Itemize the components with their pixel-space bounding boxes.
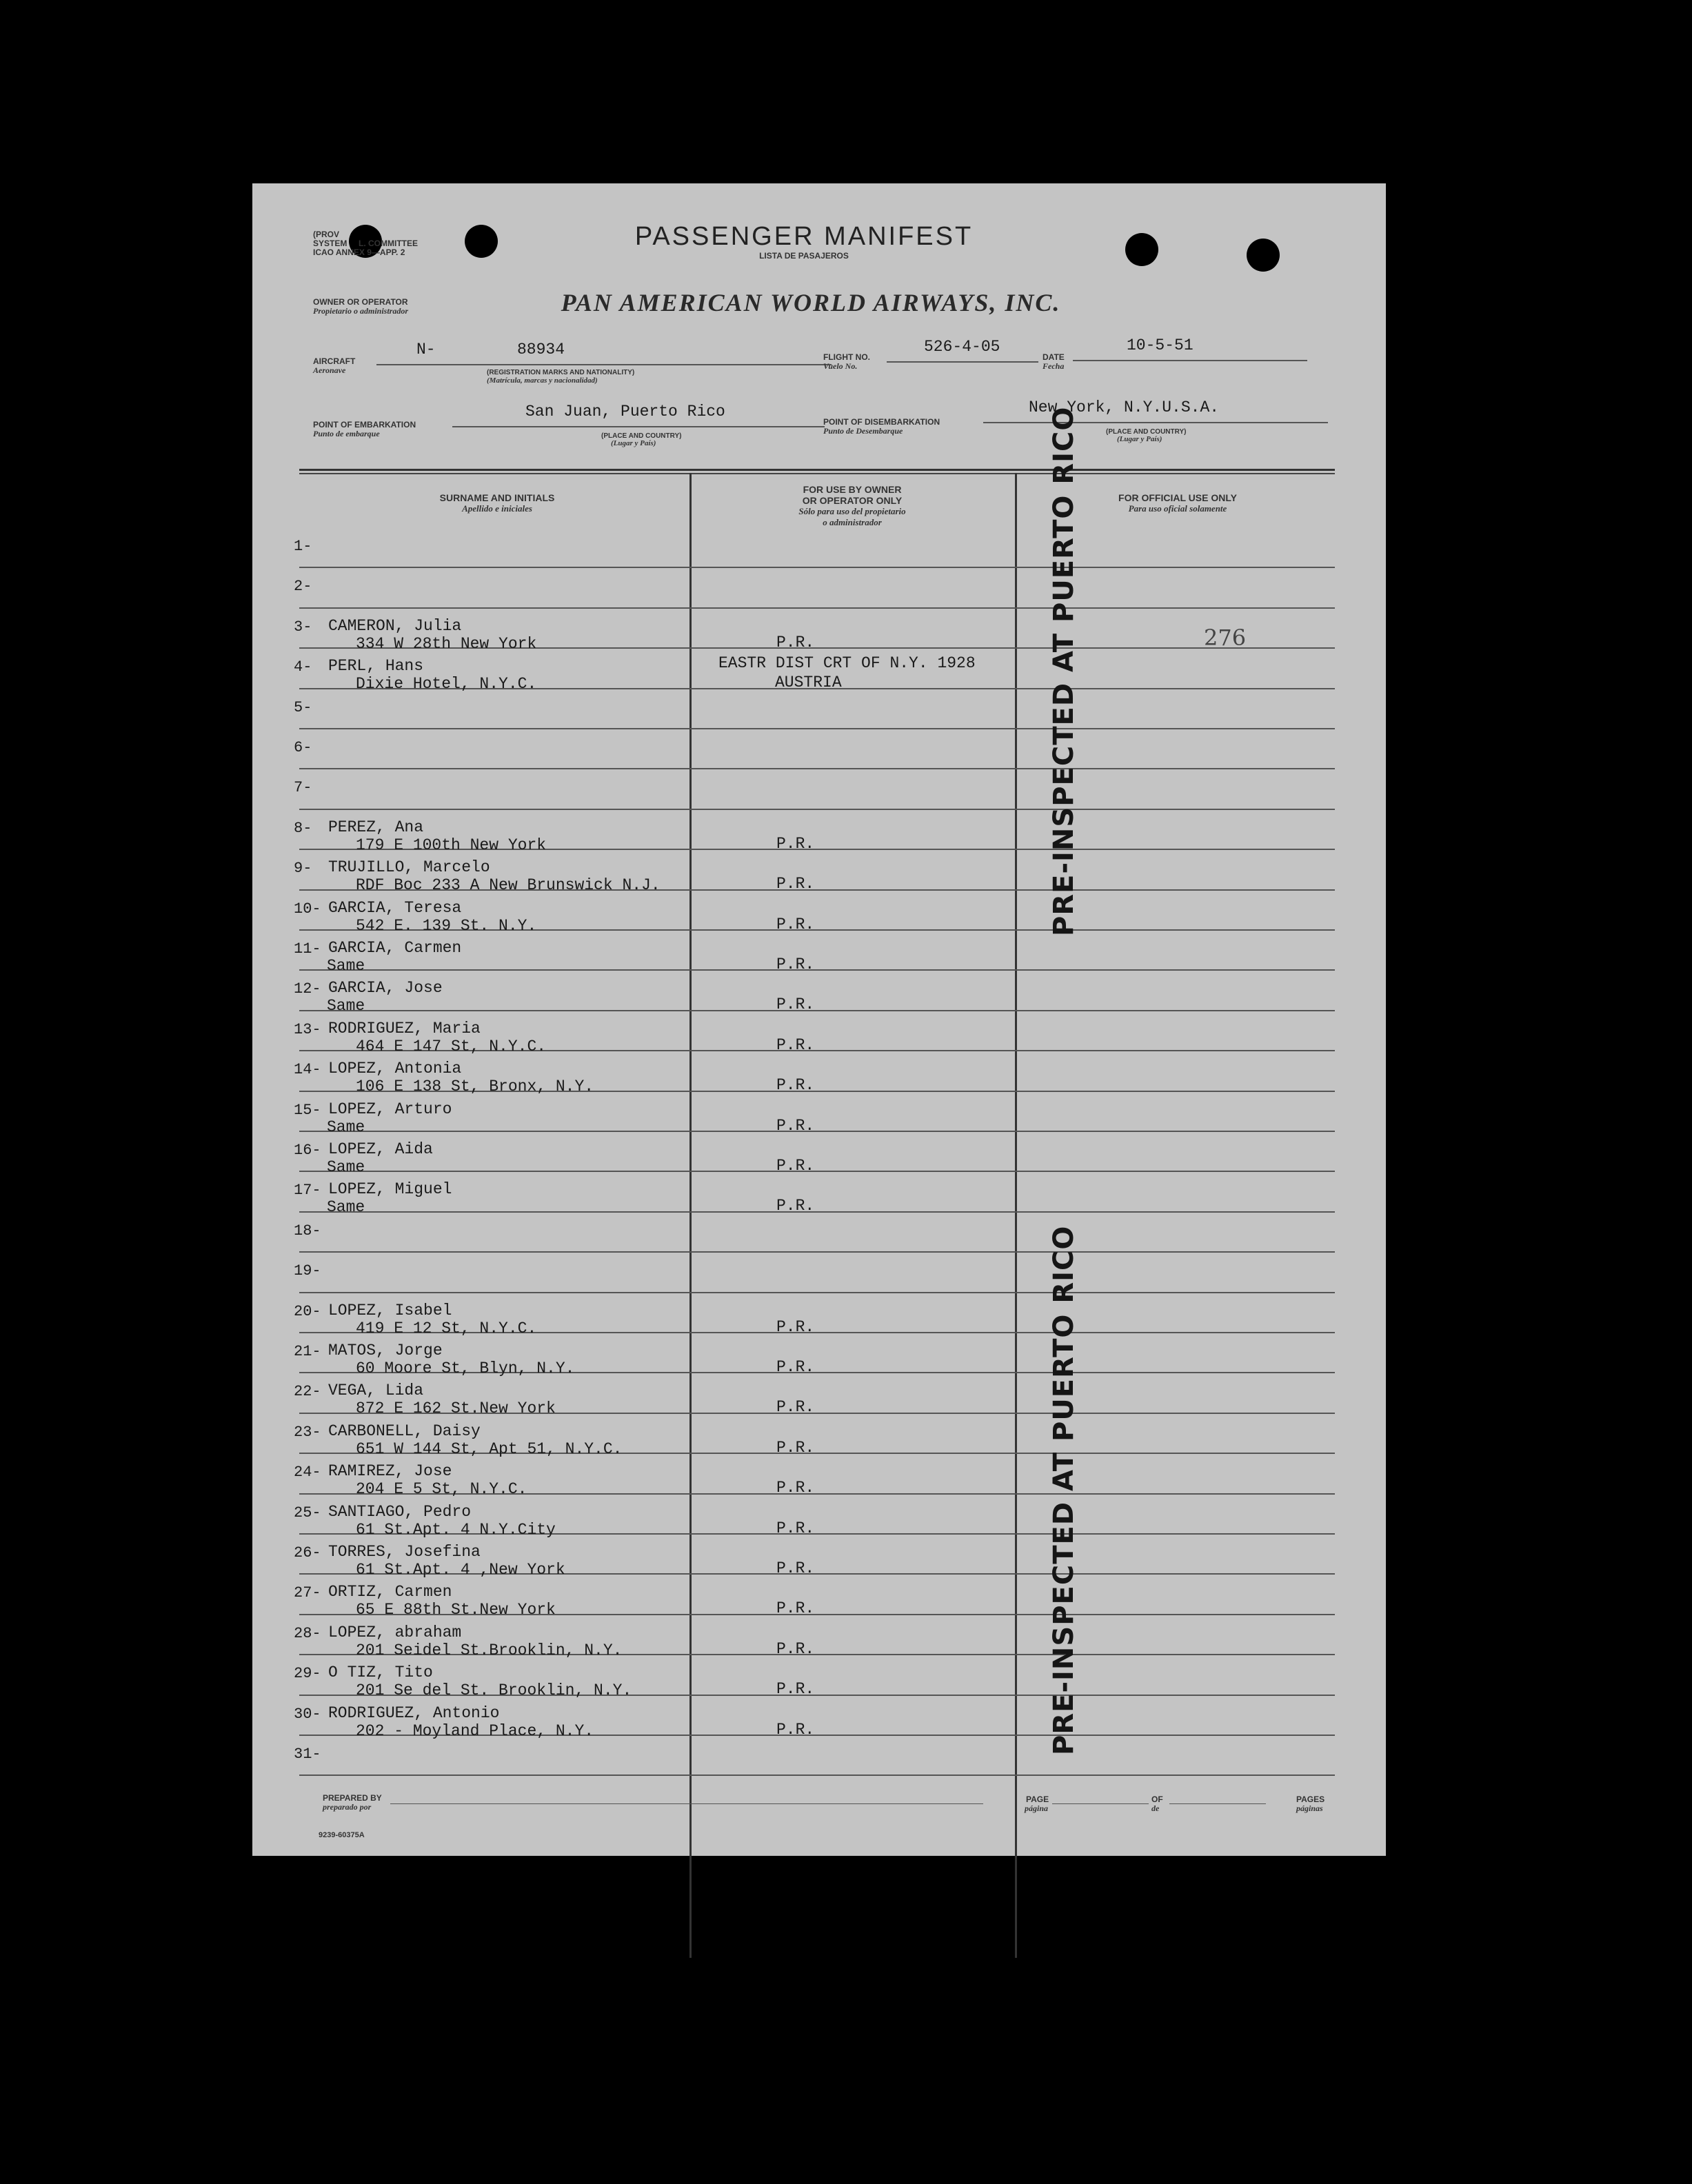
row-number: 1- — [294, 538, 312, 555]
owner-use-entry: P.R. — [776, 1358, 815, 1376]
form-subtitle: LISTA DE PASAJEROS — [759, 251, 849, 261]
passenger-address: RDF Boc 233 A New Brunswick N.J. — [356, 876, 661, 895]
row-number: 5- — [294, 698, 312, 716]
of-label: OF — [1151, 1794, 1163, 1804]
owner-use-entry: P.R. — [776, 915, 815, 933]
punch-hole — [465, 225, 498, 258]
place-note-2: (PLACE AND COUNTRY) — [1106, 428, 1187, 436]
owner-value: PAN AMERICAN WORLD AIRWAYS, INC. — [561, 289, 1061, 316]
owner-use-entry: P.R. — [776, 1116, 815, 1135]
passenger-name: RODRIGUEZ, Antonio — [328, 1703, 500, 1722]
passenger-name: VEGA, Lida — [328, 1382, 424, 1400]
manifest-sheet — [252, 183, 1386, 1856]
owner-use-entry: P.R. — [776, 1680, 815, 1699]
of-line — [1169, 1803, 1266, 1804]
col-header-official: FOR OFFICIAL USE ONLY Para uso oficial solamente — [1118, 492, 1237, 514]
row-number: 11- — [294, 940, 321, 958]
passenger-address: 179 E 100th New York — [356, 836, 547, 854]
owner-use-entry: P.R. — [776, 1438, 815, 1457]
row-number: 26- — [294, 1544, 321, 1561]
owner-use-entry: P.R. — [776, 1599, 815, 1618]
row-number: 3- — [294, 618, 312, 636]
row-number: 23- — [294, 1423, 321, 1441]
row-number: 6- — [294, 739, 312, 756]
flight-value: 526-4-05 — [924, 338, 1000, 356]
prepared-label: PREPARED BY — [323, 1793, 382, 1803]
passenger-address: 106 E 138 St, Bronx, N.Y. — [356, 1078, 594, 1096]
row-number: 10- — [294, 900, 321, 918]
passenger-address: 61 St.Apt. 4 N.Y.City — [356, 1520, 556, 1539]
passenger-name: LOPEZ, Antonia — [328, 1060, 462, 1078]
table-top-border — [299, 469, 1335, 471]
pre-inspection-stamp: PRE-INSPECTED AT PUERTO RICO — [1048, 1225, 1080, 1755]
passenger-address: 334 W 28th New York — [356, 634, 537, 653]
passenger-name: O TIZ, Tito — [328, 1664, 433, 1682]
passenger-address: Same — [327, 1198, 365, 1217]
table-row-line — [299, 1211, 1335, 1213]
embark-label-es: Punto de embarque — [313, 429, 380, 438]
table-row-line — [299, 1131, 1335, 1132]
owner-use-entry: P.R. — [776, 1157, 815, 1175]
passenger-address: 419 E 12 St, N.Y.C. — [356, 1319, 537, 1337]
disembark-label: POINT OF DISEMBARKATION — [823, 417, 940, 427]
aircraft-line — [376, 364, 832, 365]
place-note-es-2: (Lugar y País) — [1117, 435, 1162, 443]
passenger-name: GARCIA, Teresa — [328, 898, 462, 917]
owner-label: OWNER OR OPERATOR — [313, 297, 408, 307]
registration-note: (REGISTRATION MARKS AND NATIONALITY) — [487, 369, 635, 376]
row-number: 7- — [294, 779, 312, 797]
passenger-name: PERL, Hans — [328, 657, 424, 676]
row-number: 15- — [294, 1101, 321, 1119]
form-title: PASSENGER MANIFEST — [634, 222, 974, 251]
passenger-name: CARBONELL, Daisy — [328, 1422, 481, 1440]
aircraft-value: 88934 — [517, 341, 565, 358]
passenger-address: 60 Moore St, Blyn, N.Y. — [356, 1359, 575, 1377]
row-number: 2- — [294, 578, 312, 596]
table-row-line — [299, 1010, 1335, 1011]
disembark-label-es: Punto de Desembarque — [823, 426, 903, 436]
passenger-name: LOPEZ, Arturo — [328, 1100, 452, 1118]
owner-use-entry: EASTR DIST CRT OF N.Y. 1928 — [718, 654, 976, 673]
table-row-line — [299, 567, 1335, 568]
row-number: 28- — [294, 1624, 321, 1642]
pages-label-es: páginas — [1296, 1803, 1323, 1813]
owner-use-entry: P.R. — [776, 1197, 815, 1215]
row-number: 22- — [294, 1383, 321, 1401]
row-number: 27- — [294, 1584, 321, 1602]
passenger-address: Same — [327, 1118, 365, 1136]
passenger-name: LOPEZ, Miguel — [328, 1180, 452, 1199]
owner-use-entry: AUSTRIA — [775, 674, 842, 692]
row-number: 20- — [294, 1302, 321, 1320]
date-label-es: Fecha — [1043, 361, 1065, 371]
pre-inspection-stamp: PRE-INSPECTED AT PUERTO RICO — [1048, 406, 1080, 936]
registration-note-es: (Matrícula, marcas y nacionalidad) — [487, 376, 598, 385]
col-header-owner: FOR USE BY OWNER OR OPERATOR ONLY Sólo para uso del propietario o administrador — [798, 484, 906, 527]
passenger-name: LOPEZ, Aida — [328, 1140, 433, 1158]
date-value: 10-5-51 — [1127, 336, 1194, 354]
form-code: 9239-60375A — [319, 1831, 365, 1839]
passenger-address: Same — [327, 1158, 365, 1176]
page-label-es: página — [1025, 1803, 1049, 1813]
passenger-name: PEREZ, Ana — [328, 818, 424, 836]
page-line — [1052, 1803, 1149, 1804]
owner-use-entry: P.R. — [776, 1720, 815, 1739]
row-number: 16- — [294, 1142, 321, 1159]
table-top-border-2 — [299, 473, 1335, 474]
flight-label-es: Vuelo No. — [823, 361, 858, 371]
aircraft-label: AIRCRAFT — [313, 356, 356, 366]
row-number: 25- — [294, 1504, 321, 1521]
owner-use-entry: P.R. — [776, 875, 815, 893]
passenger-address: 61 St.Apt. 4 ,New York — [356, 1561, 565, 1579]
owner-use-entry: P.R. — [776, 1398, 815, 1417]
table-row-line — [299, 1292, 1335, 1293]
passenger-name: CAMERON, Julia — [328, 616, 462, 635]
table-row-line — [299, 728, 1335, 729]
place-note-es: (Lugar y País) — [611, 439, 656, 447]
passenger-address: Dixie Hotel, N.Y.C. — [356, 675, 537, 694]
passenger-name: TORRES, Josefina — [328, 1543, 481, 1561]
passenger-address: Same — [327, 997, 365, 1015]
date-label: DATE — [1043, 352, 1065, 362]
owner-use-entry: P.R. — [776, 1519, 815, 1537]
official-number: 276 — [1204, 625, 1247, 651]
embark-line — [452, 426, 825, 427]
passenger-address: 651 W 144 St, Apt 51, N.Y.C. — [356, 1439, 623, 1458]
table-row-line — [299, 1171, 1335, 1172]
disembark-value: New York, N.Y.U.S.A. — [1029, 398, 1220, 416]
date-line — [1073, 360, 1307, 361]
pages-label: PAGES — [1296, 1794, 1325, 1804]
owner-label-es: Propietario o administrador — [313, 306, 409, 316]
row-number: 13- — [294, 1020, 321, 1038]
row-number: 9- — [294, 860, 312, 878]
passenger-address: 542 E. 139 St. N.Y. — [356, 916, 537, 935]
page-label: PAGE — [1026, 1794, 1049, 1804]
row-number: 21- — [294, 1343, 321, 1360]
row-number: 29- — [294, 1665, 321, 1683]
passenger-address: 201 Seidel St.Brooklin, N.Y. — [356, 1641, 623, 1659]
embark-label: POINT OF EMBARKATION — [313, 420, 416, 429]
owner-use-entry: P.R. — [776, 1479, 815, 1497]
flight-label: FLIGHT NO. — [823, 352, 870, 362]
owner-use-entry: P.R. — [776, 633, 815, 651]
passenger-address: 464 E 147 St, N.Y.C. — [356, 1037, 547, 1055]
table-row-line — [299, 809, 1335, 810]
row-number: 12- — [294, 980, 321, 998]
passenger-name: GARCIA, Carmen — [328, 939, 462, 957]
aircraft-label-es: Aeronave — [313, 365, 346, 375]
table-row-line — [299, 1251, 1335, 1253]
table-row-line — [299, 969, 1335, 971]
passenger-name: GARCIA, Jose — [328, 979, 443, 998]
passenger-name: RODRIGUEZ, Maria — [328, 1019, 481, 1038]
passenger-address: 202 - Moyland Place, N.Y. — [356, 1721, 594, 1740]
row-number: 24- — [294, 1464, 321, 1482]
passenger-name: ORTIZ, Carmen — [328, 1583, 452, 1601]
place-note: (PLACE AND COUNTRY) — [601, 432, 682, 440]
owner-use-entry: P.R. — [776, 1559, 815, 1577]
owner-use-entry: P.R. — [776, 834, 815, 853]
disembark-line — [983, 422, 1328, 423]
passenger-address: 872 E 162 St.New York — [356, 1399, 556, 1418]
table-row-line — [299, 1775, 1335, 1776]
row-number: 17- — [294, 1182, 321, 1200]
owner-use-entry: P.R. — [776, 1076, 815, 1095]
passenger-address: Same — [327, 957, 365, 975]
passenger-name: SANTIAGO, Pedro — [328, 1502, 472, 1521]
of-label-es: de — [1151, 1803, 1160, 1813]
owner-use-entry: P.R. — [776, 1639, 815, 1658]
passenger-name: LOPEZ, Isabel — [328, 1301, 452, 1320]
embark-value: San Juan, Puerto Rico — [525, 403, 725, 421]
prepared-line — [390, 1803, 983, 1804]
row-number: 18- — [294, 1222, 321, 1240]
aircraft-prefix: N- — [416, 341, 436, 358]
passenger-name: RAMIREZ, Jose — [328, 1462, 452, 1481]
table-row-line — [299, 768, 1335, 769]
row-number: 30- — [294, 1705, 321, 1723]
corner-note: (PROV SYSTEM L. COMMITTEE ICAO ANNEX 9—APP. 2 — [313, 230, 419, 257]
owner-use-entry: P.R. — [776, 956, 815, 973]
passenger-name: MATOS, Jorge — [328, 1342, 443, 1359]
row-number: 31- — [294, 1746, 321, 1763]
table-row-line — [299, 607, 1335, 609]
passenger-address: 204 E 5 St, N.Y.C. — [356, 1480, 527, 1499]
punch-hole — [1125, 233, 1158, 266]
row-number: 4- — [294, 658, 312, 676]
col-header-name: SURNAME AND INITIALS Apellido e iniciales — [439, 492, 555, 514]
passenger-address: 65 E 88th St.New York — [356, 1601, 556, 1619]
passenger-name: LOPEZ, abraham — [328, 1623, 462, 1641]
row-number: 8- — [294, 819, 312, 837]
owner-use-entry: P.R. — [776, 1035, 815, 1054]
owner-use-entry: P.R. — [776, 1317, 815, 1336]
owner-use-entry: P.R. — [776, 995, 815, 1014]
row-number: 19- — [294, 1262, 321, 1280]
passenger-name: TRUJILLO, Marcelo — [328, 858, 490, 877]
punch-hole — [1247, 239, 1280, 272]
row-number: 14- — [294, 1061, 321, 1079]
passenger-address: 201 Se del St. Brooklin, N.Y. — [356, 1681, 632, 1700]
flight-line — [887, 361, 1038, 363]
prepared-label-es: preparado por — [323, 1802, 372, 1812]
